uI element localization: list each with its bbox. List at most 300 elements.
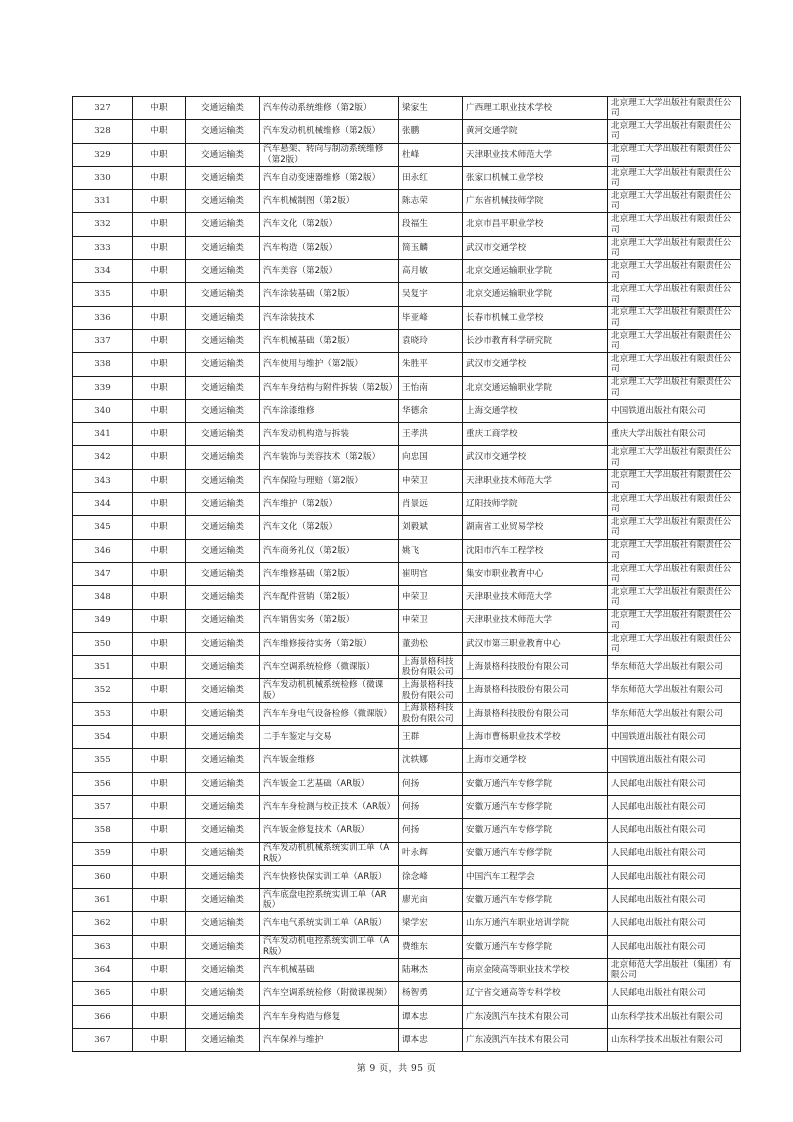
school-cell: 武汉市交通学校 xyxy=(463,236,608,259)
level-cell: 中职 xyxy=(133,260,186,283)
category-cell: 交通运输类 xyxy=(186,120,260,143)
level-cell: 中职 xyxy=(133,609,186,632)
publisher-cell: 山东科学技术出版社有限公司 xyxy=(608,1005,741,1028)
category-cell: 交通运输类 xyxy=(186,97,260,120)
level-cell: 中职 xyxy=(133,889,186,912)
publisher-cell: 人民邮电出版社有限公司 xyxy=(608,772,741,795)
table-row xyxy=(73,190,741,213)
book-title-cell: 汽车快修快保实训工单（AR版） xyxy=(260,865,399,888)
table-row xyxy=(73,376,741,399)
school-cell: 广东凌凯汽车技术有限公司 xyxy=(463,1028,608,1051)
row-number-cell: 366 xyxy=(73,1005,133,1028)
school-cell: 山东万通汽车职业培训学院 xyxy=(463,912,608,935)
publisher-cell: 北京理工大学出版社有限责任公司 xyxy=(608,632,741,655)
category-cell: 交通运输类 xyxy=(186,842,260,865)
author-cell: 田永红 xyxy=(399,166,463,189)
table-row xyxy=(73,562,741,585)
publisher-cell: 北京理工大学出版社有限责任公司 xyxy=(608,609,741,632)
school-cell: 重庆工商学校 xyxy=(463,423,608,446)
table-row xyxy=(73,97,741,120)
publisher-cell: 华东师范大学出版社有限公司 xyxy=(608,679,741,702)
book-title-cell: 汽车涂漆维修 xyxy=(260,399,399,422)
author-cell: 谭本忠 xyxy=(399,1005,463,1028)
school-cell: 上海市曹杨职业技术学校 xyxy=(463,726,608,749)
book-title-cell: 汽车车身构造与修复 xyxy=(260,1005,399,1028)
category-cell: 交通运输类 xyxy=(186,329,260,352)
author-cell: 徐念峰 xyxy=(399,865,463,888)
publisher-cell: 北京理工大学出版社有限责任公司 xyxy=(608,446,741,469)
school-cell: 广东凌凯汽车技术有限公司 xyxy=(463,1005,608,1028)
table-row xyxy=(73,516,741,539)
table-row xyxy=(73,819,741,842)
level-cell: 中职 xyxy=(133,679,186,702)
school-cell: 上海景格科技股份有限公司 xyxy=(463,702,608,725)
book-title-cell: 汽车涂装基础（第2版） xyxy=(260,283,399,306)
row-number-cell: 359 xyxy=(73,842,133,865)
publisher-cell: 北京理工大学出版社有限责任公司 xyxy=(608,516,741,539)
level-cell: 中职 xyxy=(133,376,186,399)
category-cell: 交通运输类 xyxy=(186,772,260,795)
level-cell: 中职 xyxy=(133,190,186,213)
publisher-cell: 人民邮电出版社有限公司 xyxy=(608,865,741,888)
table-row xyxy=(73,539,741,562)
category-cell: 交通运输类 xyxy=(186,982,260,1005)
row-number-cell: 327 xyxy=(73,97,133,120)
level-cell: 中职 xyxy=(133,166,186,189)
author-cell: 谭本忠 xyxy=(399,1028,463,1051)
school-cell: 张家口机械工业学校 xyxy=(463,166,608,189)
table-row xyxy=(73,469,741,492)
category-cell: 交通运输类 xyxy=(186,353,260,376)
category-cell: 交通运输类 xyxy=(186,889,260,912)
book-title-cell: 汽车文化（第2版） xyxy=(260,213,399,236)
publisher-cell: 北京理工大学出版社有限责任公司 xyxy=(608,260,741,283)
book-title-cell: 汽车机械基础 xyxy=(260,958,399,981)
publisher-cell: 人民邮电出版社有限公司 xyxy=(608,982,741,1005)
author-cell: 向忠国 xyxy=(399,446,463,469)
row-number-cell: 358 xyxy=(73,819,133,842)
school-cell: 安徽万通汽车专修学院 xyxy=(463,889,608,912)
row-number-cell: 336 xyxy=(73,306,133,329)
level-cell: 中职 xyxy=(133,143,186,166)
author-cell: 费维东 xyxy=(399,935,463,958)
row-number-cell: 332 xyxy=(73,213,133,236)
category-cell: 交通运输类 xyxy=(186,190,260,213)
table-row xyxy=(73,749,741,772)
school-cell: 上海市交通学校 xyxy=(463,749,608,772)
school-cell: 南京金陵高等职业技术学校 xyxy=(463,958,608,981)
level-cell: 中职 xyxy=(133,213,186,236)
author-cell: 简玉麟 xyxy=(399,236,463,259)
category-cell: 交通运输类 xyxy=(186,819,260,842)
publisher-cell: 北京理工大学出版社有限责任公司 xyxy=(608,190,741,213)
row-number-cell: 360 xyxy=(73,865,133,888)
book-title-cell: 汽车机械基础（第2版） xyxy=(260,329,399,352)
row-number-cell: 333 xyxy=(73,236,133,259)
author-cell: 姚飞 xyxy=(399,539,463,562)
category-cell: 交通运输类 xyxy=(186,865,260,888)
author-cell: 何扬 xyxy=(399,819,463,842)
category-cell: 交通运输类 xyxy=(186,632,260,655)
row-number-cell: 331 xyxy=(73,190,133,213)
table-row xyxy=(73,1028,741,1051)
school-cell: 广东省机械技师学院 xyxy=(463,190,608,213)
row-number-cell: 350 xyxy=(73,632,133,655)
author-cell: 肖景远 xyxy=(399,493,463,516)
author-cell: 申荣卫 xyxy=(399,609,463,632)
row-number-cell: 361 xyxy=(73,889,133,912)
book-title-cell: 汽车钣金工艺基础（AR版） xyxy=(260,772,399,795)
school-cell: 广西理工职业技术学校 xyxy=(463,97,608,120)
school-cell: 安徽万通汽车专修学院 xyxy=(463,935,608,958)
author-cell: 沈轶娜 xyxy=(399,749,463,772)
table-body xyxy=(73,97,741,1052)
author-cell: 高月敏 xyxy=(399,260,463,283)
school-cell: 沈阳市汽车工程学校 xyxy=(463,539,608,562)
row-number-cell: 335 xyxy=(73,283,133,306)
row-number-cell: 341 xyxy=(73,423,133,446)
row-number-cell: 334 xyxy=(73,260,133,283)
row-number-cell: 339 xyxy=(73,376,133,399)
book-title-cell: 汽车保险与理赔（第2版） xyxy=(260,469,399,492)
book-title-cell: 汽车发动机机械系统检修（微课版） xyxy=(260,679,399,702)
author-cell: 袁晓玲 xyxy=(399,329,463,352)
publisher-cell: 北京理工大学出版社有限责任公司 xyxy=(608,143,741,166)
book-title-cell: 汽车电气系统实训工单（AR版） xyxy=(260,912,399,935)
row-number-cell: 346 xyxy=(73,539,133,562)
publisher-cell: 重庆大学出版社有限公司 xyxy=(608,423,741,446)
level-cell: 中职 xyxy=(133,865,186,888)
school-cell: 天津职业技术师范大学 xyxy=(463,586,608,609)
row-number-cell: 354 xyxy=(73,726,133,749)
book-title-cell: 汽车自动变速器维修（第2版） xyxy=(260,166,399,189)
level-cell: 中职 xyxy=(133,353,186,376)
publisher-cell: 北京理工大学出版社有限责任公司 xyxy=(608,97,741,120)
table-row xyxy=(73,143,741,166)
school-cell: 北京市昌平职业学校 xyxy=(463,213,608,236)
category-cell: 交通运输类 xyxy=(186,656,260,679)
row-number-cell: 328 xyxy=(73,120,133,143)
book-title-cell: 汽车商务礼仪（第2版） xyxy=(260,539,399,562)
author-cell: 梁学宏 xyxy=(399,912,463,935)
book-title-cell: 汽车文化（第2版） xyxy=(260,516,399,539)
level-cell: 中职 xyxy=(133,656,186,679)
category-cell: 交通运输类 xyxy=(186,399,260,422)
school-cell: 北京交通运输职业学院 xyxy=(463,376,608,399)
category-cell: 交通运输类 xyxy=(186,609,260,632)
level-cell: 中职 xyxy=(133,1005,186,1028)
level-cell: 中职 xyxy=(133,562,186,585)
publisher-cell: 北京理工大学出版社有限责任公司 xyxy=(608,469,741,492)
level-cell: 中职 xyxy=(133,236,186,259)
school-cell: 天津职业技术师范大学 xyxy=(463,609,608,632)
book-title-cell: 汽车空调系统检修（微课版） xyxy=(260,656,399,679)
table-row xyxy=(73,353,741,376)
table-row xyxy=(73,423,741,446)
category-cell: 交通运输类 xyxy=(186,423,260,446)
book-title-cell: 汽车维修接待实务（第2版） xyxy=(260,632,399,655)
school-cell: 上海景格科技股份有限公司 xyxy=(463,656,608,679)
publisher-cell: 北京理工大学出版社有限责任公司 xyxy=(608,353,741,376)
author-cell: 朱胜平 xyxy=(399,353,463,376)
table-row xyxy=(73,656,741,679)
category-cell: 交通运输类 xyxy=(186,283,260,306)
row-number-cell: 355 xyxy=(73,749,133,772)
table-row xyxy=(73,982,741,1005)
category-cell: 交通运输类 xyxy=(186,935,260,958)
category-cell: 交通运输类 xyxy=(186,795,260,818)
category-cell: 交通运输类 xyxy=(186,958,260,981)
level-cell: 中职 xyxy=(133,446,186,469)
category-cell: 交通运输类 xyxy=(186,236,260,259)
table-row xyxy=(73,772,741,795)
row-number-cell: 356 xyxy=(73,772,133,795)
book-title-cell: 二手车鉴定与交易 xyxy=(260,726,399,749)
book-title-cell: 汽车维护（第2版） xyxy=(260,493,399,516)
row-number-cell: 343 xyxy=(73,469,133,492)
level-cell: 中职 xyxy=(133,423,186,446)
book-title-cell: 汽车车身检测与校正技术（AR版） xyxy=(260,795,399,818)
row-number-cell: 337 xyxy=(73,329,133,352)
author-cell: 杜峰 xyxy=(399,143,463,166)
school-cell: 武汉市交通学校 xyxy=(463,446,608,469)
category-cell: 交通运输类 xyxy=(186,679,260,702)
level-cell: 中职 xyxy=(133,749,186,772)
row-number-cell: 348 xyxy=(73,586,133,609)
publisher-cell: 人民邮电出版社有限公司 xyxy=(608,912,741,935)
school-cell: 集安市职业教育中心 xyxy=(463,562,608,585)
row-number-cell: 340 xyxy=(73,399,133,422)
table-row xyxy=(73,329,741,352)
school-cell: 天津职业技术师范大学 xyxy=(463,143,608,166)
publisher-cell: 中国铁道出版社有限公司 xyxy=(608,399,741,422)
table-row xyxy=(73,166,741,189)
publisher-cell: 北京理工大学出版社有限责任公司 xyxy=(608,283,741,306)
row-number-cell: 365 xyxy=(73,982,133,1005)
publisher-cell: 北京理工大学出版社有限责任公司 xyxy=(608,120,741,143)
book-title-cell: 汽车机械制图（第2版） xyxy=(260,190,399,213)
book-title-cell: 汽车传动系统维修（第2版） xyxy=(260,97,399,120)
category-cell: 交通运输类 xyxy=(186,213,260,236)
row-number-cell: 338 xyxy=(73,353,133,376)
school-cell: 北京交通运输职业学院 xyxy=(463,260,608,283)
author-cell: 陈志荣 xyxy=(399,190,463,213)
level-cell: 中职 xyxy=(133,982,186,1005)
category-cell: 交通运输类 xyxy=(186,469,260,492)
table-row xyxy=(73,912,741,935)
table-row xyxy=(73,120,741,143)
author-cell: 何扬 xyxy=(399,795,463,818)
row-number-cell: 330 xyxy=(73,166,133,189)
author-cell: 吴复宇 xyxy=(399,283,463,306)
table-row xyxy=(73,679,741,702)
publisher-cell: 北京理工大学出版社有限责任公司 xyxy=(608,236,741,259)
book-title-cell: 汽车空调系统检修（附微课视频） xyxy=(260,982,399,1005)
school-cell: 北京交通运输职业学院 xyxy=(463,283,608,306)
author-cell: 张鹏 xyxy=(399,120,463,143)
publisher-cell: 北京师范大学出版社（集团）有限公司 xyxy=(608,958,741,981)
publisher-cell: 山东科学技术出版社有限公司 xyxy=(608,1028,741,1051)
school-cell: 安徽万通汽车专修学院 xyxy=(463,795,608,818)
school-cell: 武汉市交通学校 xyxy=(463,353,608,376)
author-cell: 申荣卫 xyxy=(399,586,463,609)
table-row xyxy=(73,493,741,516)
author-cell: 王怡南 xyxy=(399,376,463,399)
publisher-cell: 北京理工大学出版社有限责任公司 xyxy=(608,166,741,189)
level-cell: 中职 xyxy=(133,493,186,516)
author-cell: 段福生 xyxy=(399,213,463,236)
level-cell: 中职 xyxy=(133,842,186,865)
book-title-cell: 汽车维修基础（第2版） xyxy=(260,562,399,585)
book-title-cell: 汽车发动机电控系统实训工单（AR版） xyxy=(260,935,399,958)
category-cell: 交通运输类 xyxy=(186,306,260,329)
table-row xyxy=(73,236,741,259)
category-cell: 交通运输类 xyxy=(186,912,260,935)
level-cell: 中职 xyxy=(133,586,186,609)
level-cell: 中职 xyxy=(133,819,186,842)
row-number-cell: 344 xyxy=(73,493,133,516)
publisher-cell: 北京理工大学出版社有限责任公司 xyxy=(608,306,741,329)
author-cell: 上海景格科技股份有限公司 xyxy=(399,679,463,702)
author-cell: 陆琳杰 xyxy=(399,958,463,981)
publisher-cell: 人民邮电出版社有限公司 xyxy=(608,819,741,842)
publisher-cell: 人民邮电出版社有限公司 xyxy=(608,935,741,958)
author-cell: 王群 xyxy=(399,726,463,749)
school-cell: 长春市机械工业学校 xyxy=(463,306,608,329)
author-cell: 何扬 xyxy=(399,772,463,795)
row-number-cell: 367 xyxy=(73,1028,133,1051)
author-cell: 毕亚峰 xyxy=(399,306,463,329)
author-cell: 梁家生 xyxy=(399,97,463,120)
school-cell: 长沙市教育科学研究院 xyxy=(463,329,608,352)
category-cell: 交通运输类 xyxy=(186,260,260,283)
book-title-cell: 汽车发动机构造与拆装 xyxy=(260,423,399,446)
row-number-cell: 342 xyxy=(73,446,133,469)
category-cell: 交通运输类 xyxy=(186,143,260,166)
level-cell: 中职 xyxy=(133,469,186,492)
category-cell: 交通运输类 xyxy=(186,539,260,562)
publisher-cell: 北京理工大学出版社有限责任公司 xyxy=(608,562,741,585)
level-cell: 中职 xyxy=(133,120,186,143)
table-row xyxy=(73,446,741,469)
publisher-cell: 人民邮电出版社有限公司 xyxy=(608,889,741,912)
row-number-cell: 353 xyxy=(73,702,133,725)
level-cell: 中职 xyxy=(133,772,186,795)
table-row xyxy=(73,632,741,655)
category-cell: 交通运输类 xyxy=(186,166,260,189)
book-title-cell: 汽车构造（第2版） xyxy=(260,236,399,259)
school-cell: 安徽万通汽车专修学院 xyxy=(463,772,608,795)
page-number-footer: 第 9 页，共 95 页 xyxy=(356,1064,437,1074)
level-cell: 中职 xyxy=(133,539,186,562)
table-row xyxy=(73,609,741,632)
level-cell: 中职 xyxy=(133,632,186,655)
table-row xyxy=(73,935,741,958)
book-title-cell: 汽车使用与维护（第2版） xyxy=(260,353,399,376)
school-cell: 辽阳技师学院 xyxy=(463,493,608,516)
author-cell: 王孝洪 xyxy=(399,423,463,446)
table-row xyxy=(73,889,741,912)
book-title-cell: 汽车美容（第2版） xyxy=(260,260,399,283)
row-number-cell: 364 xyxy=(73,958,133,981)
book-title-cell: 汽车发动机机械维修（第2版） xyxy=(260,120,399,143)
school-cell: 辽宁省交通高等专科学校 xyxy=(463,982,608,1005)
publisher-cell: 北京理工大学出版社有限责任公司 xyxy=(608,376,741,399)
level-cell: 中职 xyxy=(133,726,186,749)
book-title-cell: 汽车保养与维护 xyxy=(260,1028,399,1051)
author-cell: 杨智勇 xyxy=(399,982,463,1005)
table-row xyxy=(73,283,741,306)
table-row xyxy=(73,586,741,609)
school-cell: 中国汽车工程学会 xyxy=(463,865,608,888)
category-cell: 交通运输类 xyxy=(186,516,260,539)
author-cell: 董劲松 xyxy=(399,632,463,655)
book-title-cell: 汽车悬架、转向与制动系统维修（第2版） xyxy=(260,143,399,166)
row-number-cell: 357 xyxy=(73,795,133,818)
level-cell: 中职 xyxy=(133,97,186,120)
school-cell: 湖南省工业贸易学校 xyxy=(463,516,608,539)
category-cell: 交通运输类 xyxy=(186,749,260,772)
table-row xyxy=(73,1005,741,1028)
table-row xyxy=(73,702,741,725)
textbook-list-table xyxy=(72,96,741,1052)
row-number-cell: 351 xyxy=(73,656,133,679)
table-row xyxy=(73,958,741,981)
level-cell: 中职 xyxy=(133,1028,186,1051)
book-title-cell: 汽车底盘电控系统实训工单（AR版） xyxy=(260,889,399,912)
table-row xyxy=(73,306,741,329)
category-cell: 交通运输类 xyxy=(186,702,260,725)
publisher-cell: 人民邮电出版社有限公司 xyxy=(608,795,741,818)
level-cell: 中职 xyxy=(133,702,186,725)
level-cell: 中职 xyxy=(133,935,186,958)
category-cell: 交通运输类 xyxy=(186,376,260,399)
category-cell: 交通运输类 xyxy=(186,562,260,585)
book-title-cell: 汽车发动机机械系统实训工单（AR版） xyxy=(260,842,399,865)
level-cell: 中职 xyxy=(133,958,186,981)
level-cell: 中职 xyxy=(133,283,186,306)
author-cell: 刘毅斌 xyxy=(399,516,463,539)
level-cell: 中职 xyxy=(133,329,186,352)
publisher-cell: 北京理工大学出版社有限责任公司 xyxy=(608,329,741,352)
row-number-cell: 362 xyxy=(73,912,133,935)
publisher-cell: 华东师范大学出版社有限公司 xyxy=(608,656,741,679)
book-title-cell: 汽车装饰与美容技术（第2版） xyxy=(260,446,399,469)
author-cell: 华德余 xyxy=(399,399,463,422)
school-cell: 黄河交通学院 xyxy=(463,120,608,143)
category-cell: 交通运输类 xyxy=(186,586,260,609)
publisher-cell: 北京理工大学出版社有限责任公司 xyxy=(608,493,741,516)
table-row xyxy=(73,399,741,422)
author-cell: 叶永辉 xyxy=(399,842,463,865)
table-row xyxy=(73,260,741,283)
category-cell: 交通运输类 xyxy=(186,446,260,469)
table-row xyxy=(73,842,741,865)
level-cell: 中职 xyxy=(133,516,186,539)
author-cell: 上海景格科技股份有限公司 xyxy=(399,702,463,725)
book-title-cell: 汽车车身电气设备检修（微课版） xyxy=(260,702,399,725)
school-cell: 武汉市第三职业教育中心 xyxy=(463,632,608,655)
publisher-cell: 中国铁道出版社有限公司 xyxy=(608,749,741,772)
level-cell: 中职 xyxy=(133,399,186,422)
publisher-cell: 中国铁道出版社有限公司 xyxy=(608,726,741,749)
level-cell: 中职 xyxy=(133,795,186,818)
table-row xyxy=(73,213,741,236)
category-cell: 交通运输类 xyxy=(186,726,260,749)
category-cell: 交通运输类 xyxy=(186,1005,260,1028)
row-number-cell: 329 xyxy=(73,143,133,166)
publisher-cell: 人民邮电出版社有限公司 xyxy=(608,842,741,865)
